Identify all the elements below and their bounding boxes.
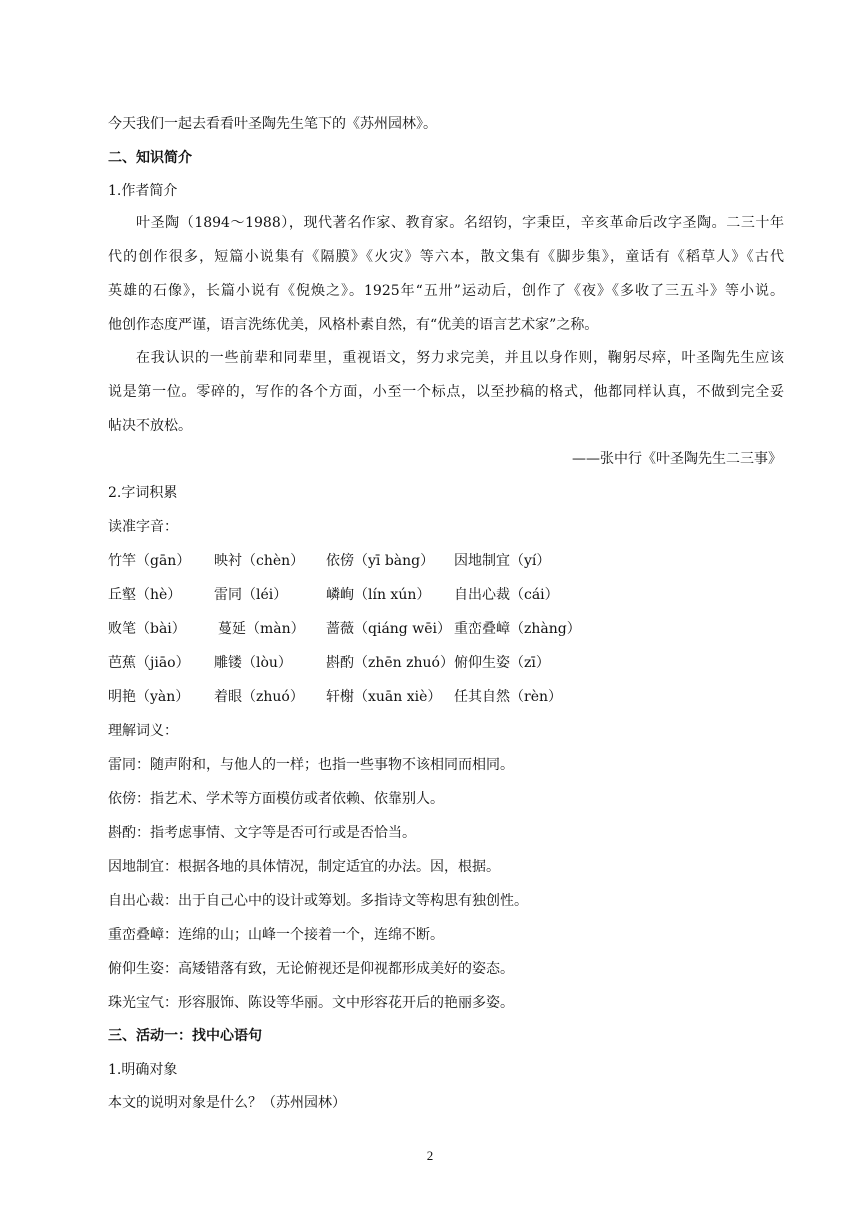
definition-item: 重峦叠嶂：连绵的山；山峰一个接着一个，连绵不断。 — [108, 927, 444, 943]
object-heading: 1.明确对象 — [108, 1062, 178, 1078]
pronunciation-item: 蔷薇（qiáng wēi） — [326, 621, 451, 637]
pronunciation-heading: 读准字音： — [108, 519, 178, 535]
pronunciation-item: 丘壑（hè） — [108, 587, 182, 603]
author-bio-line: 英雄的石像》，长篇小说有《倪焕之》。1925年“五卅”运动后，创作了《夜》《多收了三五斗》等小说。 — [108, 283, 784, 299]
author-bio-line: 代的创作很多，短篇小说集有《隔膜》《火灾》等六本，散文集有《脚步集》，童话有《稻草人》《古代 — [108, 249, 784, 265]
definition-item: 斟酌：指考虑事情、文字等是否可行或是否恰当。 — [108, 825, 416, 841]
pronunciation-item: 着眼（zhuó） — [214, 689, 304, 705]
quote-line: 说是第一位。零碎的，写作的各个方面，小至一个标点，以至抄稿的格式，他都同样认真，不做到完全妥 — [108, 384, 784, 400]
pronunciation-item: 因地制宜（yí） — [454, 553, 551, 569]
vocab-heading: 2.字词积累 — [108, 485, 178, 501]
pronunciation-item: 败笔（bài） — [108, 621, 186, 637]
definition-item: 雷同：随声附和，与他人的一样；也指一些事物不该相同而相同。 — [108, 757, 514, 773]
section-heading-knowledge: 二、知识简介 — [108, 150, 192, 166]
author-intro-heading: 1.作者简介 — [108, 183, 178, 199]
pronunciation-item: 重峦叠嶂（zhàng） — [454, 621, 581, 637]
quote-line: 帖决不放松。 — [108, 418, 192, 434]
pronunciation-item: 雷同（léi） — [214, 587, 288, 603]
pronunciation-item: 依傍（yī bàng） — [326, 553, 435, 569]
intro-paragraph: 今天我们一起去看看叶圣陶先生笔下的《苏州园林》。 — [108, 116, 437, 132]
pronunciation-item: 芭蕉（jiāo） — [108, 655, 190, 671]
pronunciation-item: 自出心裁（cái） — [454, 587, 559, 603]
section-heading-activity: 三、活动一：找中心语句 — [108, 1028, 262, 1044]
page-number: 2 — [426, 1148, 434, 1163]
pronunciation-item: 蔓延（màn） — [218, 621, 305, 637]
pronunciation-item: 雕镂（lòu） — [214, 655, 292, 671]
definition-item: 依傍：指艺术、学术等方面模仿或者依赖、依靠别人。 — [108, 791, 444, 807]
pronunciation-item: 明艳（yàn） — [108, 689, 190, 705]
quote-source: ——张中行《叶圣陶先生二三事》 — [572, 451, 782, 467]
pronunciation-item: 任其自然（rèn） — [454, 689, 562, 705]
definition-item: 自出心裁：出于自己心中的设计或筹划。多指诗文等构思有独创性。 — [108, 893, 528, 909]
meaning-heading: 理解词义： — [108, 723, 178, 739]
quote-line: 在我认识的一些前辈和同辈里，重视语文，努力求完美，并且以身作则，鞠躬尽瘁，叶圣陶先生应该 — [136, 350, 784, 366]
pronunciation-item: 俯仰生姿（zī） — [454, 655, 550, 671]
author-bio-line: 他创作态度严谨，语言洗练优美，风格朴素自然，有“优美的语言艺术家”之称。 — [108, 317, 599, 333]
pronunciation-item: 映衬（chèn） — [214, 553, 305, 569]
pronunciation-item: 竹竿（gān） — [108, 553, 191, 569]
pronunciation-item: 斟酌（zhēn zhuó） — [326, 655, 454, 671]
pronunciation-item: 嶙峋（lín xún） — [326, 587, 431, 603]
definition-item: 俯仰生姿：高矮错落有致，无论俯视还是仰视都形成美好的姿态。 — [108, 961, 514, 977]
pronunciation-item: 轩榭（xuān xiè） — [326, 689, 442, 705]
question-text: 本文的说明对象是什么？（苏州园林） — [108, 1095, 346, 1111]
author-bio-line: 叶圣陶（1894～1988），现代著名作家、教育家。名绍钧，字秉臣，辛亥革命后改字圣陶。二三十年 — [136, 215, 784, 231]
definition-item: 因地制宜：根据各地的具体情况，制定适宜的办法。因，根据。 — [108, 859, 500, 875]
definition-item: 珠光宝气：形容服饰、陈设等华丽。文中形容花开后的艳丽多姿。 — [108, 995, 514, 1011]
